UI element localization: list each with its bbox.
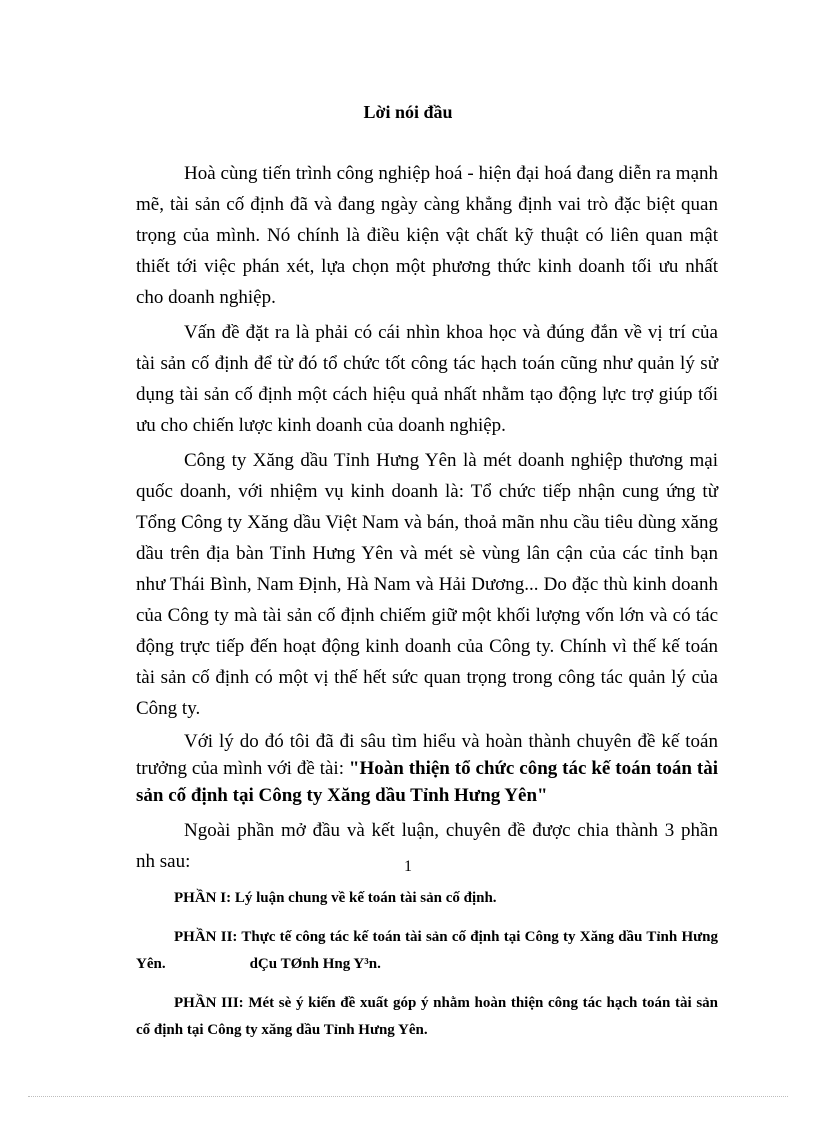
topic-title-text: "Hoàn thiện tổ chức công tác kế toán toán tài sản cố định tại Công ty Xăng dầu Tỉnh Hưng Yên" [136,758,718,806]
part-two [136,924,718,978]
topic-intro-text: Với lý do đó tôi đã đi sâu tìm hiểu và hoàn thành chuyên đề kế toán trưởng của mình với đề tài: [136,731,718,779]
parts-list [136,885,718,1044]
document-body [136,158,718,1056]
part-three: PHẦN III: Mét sè ý kiến đề xuất góp ý nhằm hoàn thiện công tác hạch toán tài sản cố định tại Công ty xăng dầu Tỉnh Hưng Yên. [136,995,718,1038]
paragraph-problem: Vấn đề đặt ra là phải có cái nhìn khoa học và đúng đắn về vị trí của tài sản cố định để từ đó tổ chức tốt công tác hạch toán cũng như quản lý sử dụng tài sản cố định một cách hiệu quả nhất nhằm tạo động lực trợ giúp tối ưu cho chiến lược kinh doanh của doanh nghiệp. [136,322,718,436]
paragraph-intro: Hoà cùng tiến trình công nghiệp hoá - hiện đại hoá đang diễn ra mạnh mẽ, tài sản cố định đã và đang ngày càng khẳng định vai trò đặc biệt quan trọng của mình. Nó chính là điều kiện vật chất kỹ thuật có liên quan mật thiết tới việc phán xét, lựa chọn một phương thức kinh doanh tối ưu nhất cho doanh nghiệp. [136,163,718,308]
part-two-garbled-tail: dÇu TØnh Hng Y³n. [249,956,381,972]
paragraph-topic [136,728,718,809]
part-one: PHẦN I: Lý luận chung về kế toán tài sản cố định. [174,890,497,906]
paragraph-structure: Ngoài phần mở đầu và kết luận, chuyên đề được chia thành 3 phần nh sau: [136,820,718,872]
page-number: 1 [404,858,412,875]
page-title: Lời nói đầu [363,102,453,122]
part-two-text: PHẦN II: Thực tế công tác kế toán tài sản cố định tại Công ty Xăng dầu Tỉnh Hưng Yên. [136,929,718,972]
paragraph-company: Công ty Xăng dầu Tỉnh Hưng Yên là mét doanh nghiệp thương mại quốc doanh, với nhiệm vụ kinh doanh là: Tổ chức tiếp nhận cung ứng từ Tổng Công ty Xăng dầu Việt Nam và bán, thoả mãn nhu cầu tiêu dùng xăng dầu trên địa bàn Tỉnh Hưng Yên và mét sè vùng lân cận của các tỉnh bạn như Thái Bình, Nam Định, Hà Nam và Hải Dương... Do đặc thù kinh doanh của Công ty mà tài sản cố định chiếm giữ một khối lượng vốn lớn và có tác động trực tiếp đến hoạt động kinh doanh của Công ty. Chính vì thế kế toán tài sản cố định có một vị thế hết sức quan trọng trong công tác quản lý của Công ty. [136,450,718,719]
page-bottom-divider [28,1096,788,1097]
